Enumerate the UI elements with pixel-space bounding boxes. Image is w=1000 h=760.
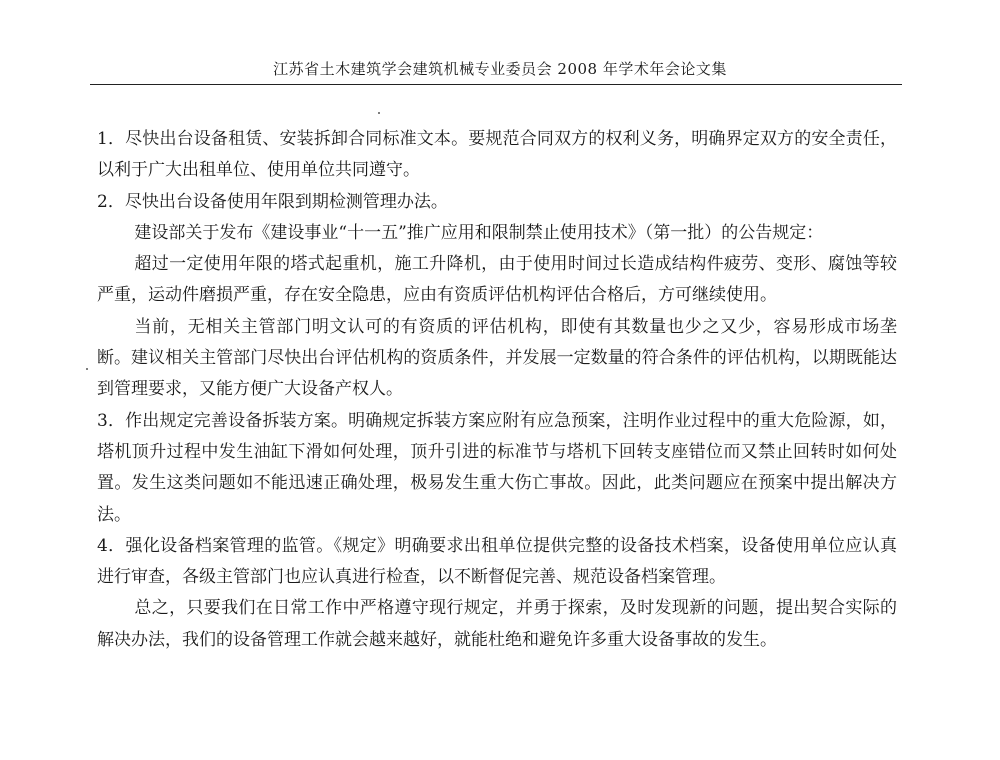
paragraph-notice-quote: 超过一定使用年限的塔式起重机，施工升降机，由于使用时间过长造成结构件疲劳、变形、腐蚀等较严重，运动件磨损严重，存在安全隐患，应由有资质评估机构评估合格后，方可继续使用。 bbox=[97, 254, 897, 306]
article-body bbox=[97, 124, 897, 656]
paragraph-current-situation: 当前，无相关主管部门明文认可的有资质的评估机构，即使有其数量也少之又少，容易形成市场垄断。建议相关主管部门尽快出台评估机构的资质条件，并发展一定数量的符合条件的评估机构，以期既能达到管理要求，又能方便广大设备产权人。 bbox=[97, 316, 897, 400]
header-rule bbox=[90, 84, 902, 85]
scan-speck bbox=[378, 112, 380, 114]
paragraph-item-1: 1．尽快出台设备租赁、安装拆卸合同标准文本。要规范合同双方的权利义务，明确界定双方的安全责任，以利于广大出租单位、使用单位共同遵守。 bbox=[97, 129, 897, 181]
paragraph-conclusion: 总之，只要我们在日常工作中严格遵守现行规定，并勇于探索，及时发现新的问题，提出契合实际的解决办法，我们的设备管理工作就会越来越好，就能杜绝和避免许多重大设备事故的发生。 bbox=[97, 598, 897, 650]
scan-speck bbox=[86, 368, 88, 370]
paragraph-item-3: 3．作出规定完善设备拆装方案。明确规定拆装方案应附有应急预案，注明作业过程中的重大危险源，如，塔机顶升过程中发生油缸下滑如何处理，顶升引进的标准节与塔机下回转支座错位而又禁止回转时如何处置。发生这类问题如不能迅速正确处理，极易发生重大伤亡事故。因此，此类问题应在预案中提出解决方法。 bbox=[97, 410, 897, 525]
paragraph-notice-intro: 建设部关于发布《建设事业“十一五”推广应用和限制禁止使用技术》（第一批）的公告规定： bbox=[134, 222, 824, 243]
paragraph-item-2: 2．尽快出台设备使用年限到期检测管理办法。 bbox=[97, 191, 448, 212]
running-header: 江苏省土木建筑学会建筑机械专业委员会 2008 年学术年会论文集 bbox=[273, 60, 727, 78]
paragraph-item-4: 4．强化设备档案管理的监管。《规定》明确要求出租单位提供完整的设备技术档案，设备使用单位应认真进行审查，各级主管部门也应认真进行检查，以不断督促完善、规范设备档案管理。 bbox=[97, 535, 897, 588]
